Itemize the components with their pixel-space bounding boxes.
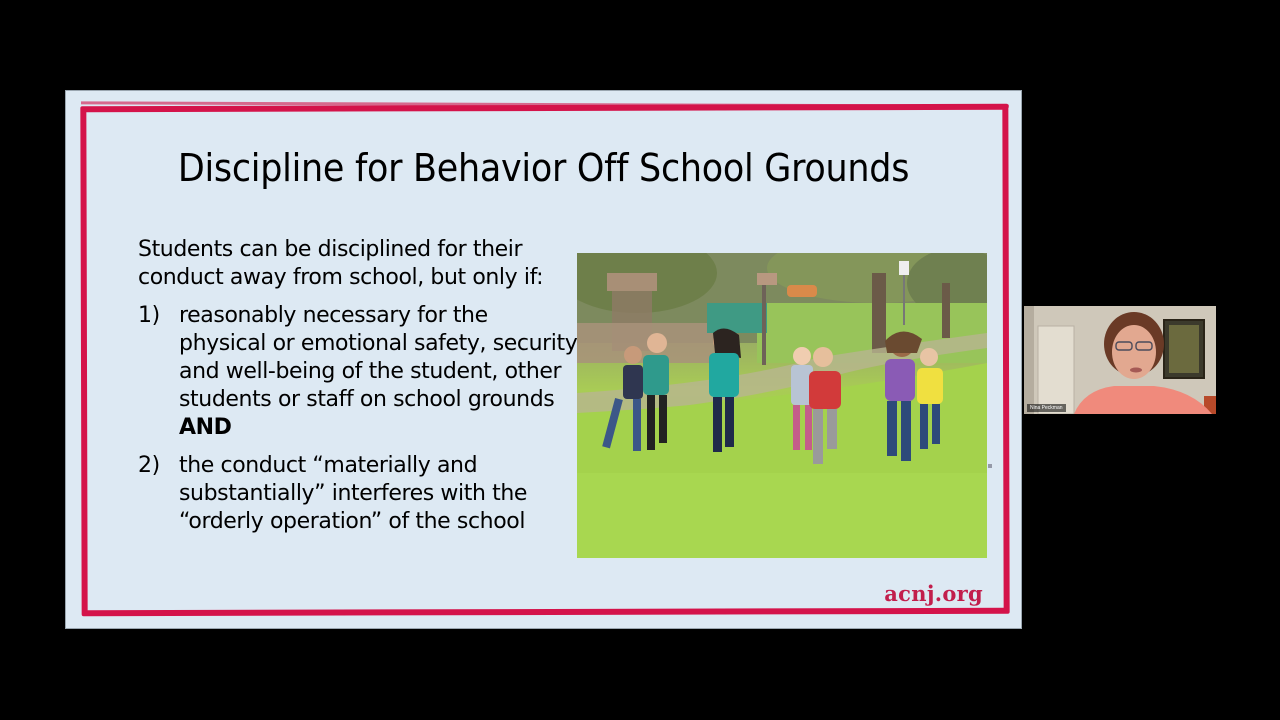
list-item-emphasis: AND (179, 415, 232, 440)
presentation-slide (65, 90, 1022, 629)
acnj-logo: acnj.org (884, 581, 983, 606)
participant-name-label: Nina Peckman (1027, 404, 1066, 412)
slide-title: Discipline for Behavior Off School Grounds (177, 146, 910, 190)
participant-video-feed (1024, 306, 1216, 414)
children-running-photo (577, 253, 987, 558)
cursor-marker (988, 464, 992, 468)
photo-illustration (577, 253, 987, 558)
list-item-text: reasonably necessary for the physical or emotional safety, security and well-being of the student, other students or staff on school grounds (179, 303, 578, 412)
list-item-content (179, 302, 578, 442)
slide-intro: Students can be disciplined for their conduct away from school, but only if: (138, 237, 544, 290)
slide-body (138, 236, 578, 546)
list-item (138, 302, 578, 442)
participant-video-tile[interactable] (1024, 306, 1216, 414)
list-item-text: the conduct “materially and substantially” interferes with the “orderly operation” of the school (179, 453, 528, 534)
list-item-content (179, 452, 578, 536)
list-item (138, 452, 578, 536)
list-number: 1) (138, 303, 160, 328)
list-number: 2) (138, 453, 160, 478)
